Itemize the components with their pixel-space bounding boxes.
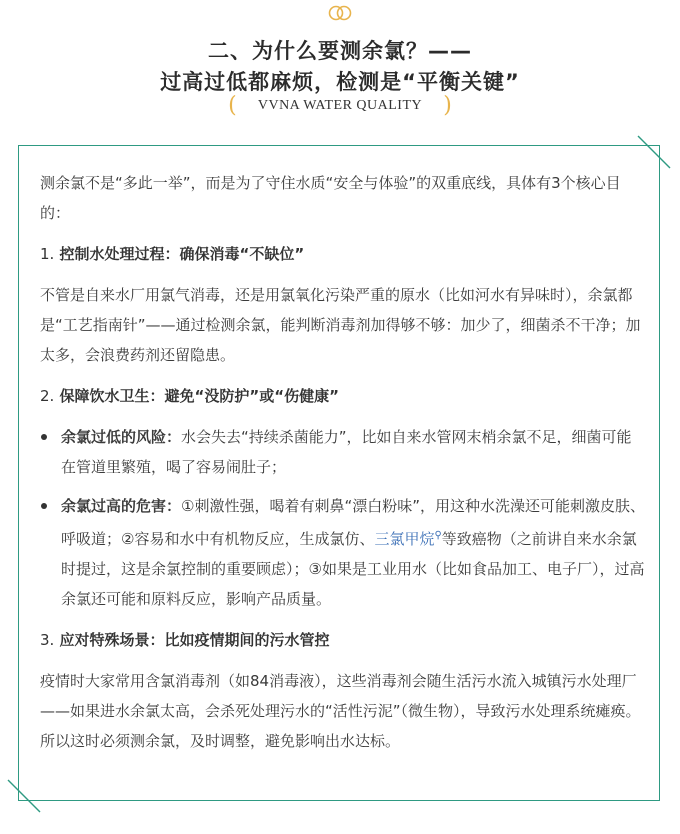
list-item-low-risk: [40, 422, 646, 482]
high-risk-text-a: ①刺激性强，喝着有刺鼻“漂白粉味”，用这种水洗澡还可能刺激皮肤、呼吸道；②容易和水中有机物反应，生成氯仿、: [61, 497, 646, 548]
search-icon[interactable]: ⚲: [434, 530, 442, 541]
high-risk-label: 余氯过高的危害：: [61, 497, 182, 515]
section3-heading: [40, 625, 646, 655]
subtitle: VVNA WATER QUALITY: [257, 97, 423, 113]
section3-number: 3.: [40, 631, 55, 649]
section3-heading-text: 应对特殊场景：比如疫情期间的污水管控: [59, 631, 330, 649]
paren-left: (: [228, 93, 237, 118]
article-body: [40, 168, 646, 756]
section1-number: 1.: [40, 245, 55, 263]
bullet-dot-icon: [41, 434, 47, 440]
page-title-line1: 二、为什么要测余氯？——: [208, 39, 472, 63]
bullet-dot-icon: [41, 503, 47, 509]
rings-ornament-icon: [326, 5, 354, 21]
section3-body: 疫情时大家常用含氯消毒剂（如84消毒液），这些消毒剂会随生活污水流入城镇污水处理厂——如果进水余氯太高，会杀死处理污水的“活性污泥”（微生物），导致污水处理系统瘫痪。所以这时必须测余氯，及时调整，避免影响出水达标。: [40, 672, 641, 750]
section2-number: 2.: [40, 387, 55, 405]
corner-deco-top-right-icon: [636, 134, 672, 170]
chloroform-link[interactable]: 三氯甲烷: [374, 530, 435, 548]
section1-heading: [40, 239, 646, 269]
page-title-line2: 过高过低都麻烦，检测是“平衡关键”: [160, 70, 520, 94]
high-risk-text-b: 等致癌物（之前讲自来水余氯时提过，这是余氯控制的重要顾虑）；③如果是工业用水（比如食品加工、电子厂），过高余氯还可能和原料反应，影响产品质量。: [61, 530, 645, 608]
subtitle-row: [0, 93, 680, 118]
section2-heading-text: 保障饮水卫生：避免“没防护”或“伤健康”: [59, 387, 339, 405]
low-risk-label: 余氯过低的风险：: [61, 428, 182, 446]
intro-paragraph: 测余氯不是“多此一举”，而是为了守住水质“安全与体验”的双重底线，具体有3个核心目的：: [40, 174, 621, 222]
section2-heading: [40, 381, 646, 411]
paren-right: ): [443, 93, 452, 118]
section1-body: 不管是自来水厂用氯气消毒，还是用氯氧化污染严重的原水（比如河水有异味时），余氯都是“工艺指南针”——通过检测余氯，能判断消毒剂加得够不够：加少了，细菌杀不干净；加太多，会浪费药剂还留隐患。: [40, 286, 641, 364]
low-risk-text: 水会失去“持续杀菌能力”，比如自来水管网末梢余氯不足，细菌可能在管道里繁殖，喝了容易闹肚子；: [61, 428, 632, 476]
section2-list: [40, 422, 646, 614]
section1-heading-text: 控制水处理过程：确保消毒“不缺位”: [59, 245, 305, 263]
corner-deco-bottom-left-icon: [6, 778, 42, 814]
list-item-high-risk: [40, 491, 646, 614]
